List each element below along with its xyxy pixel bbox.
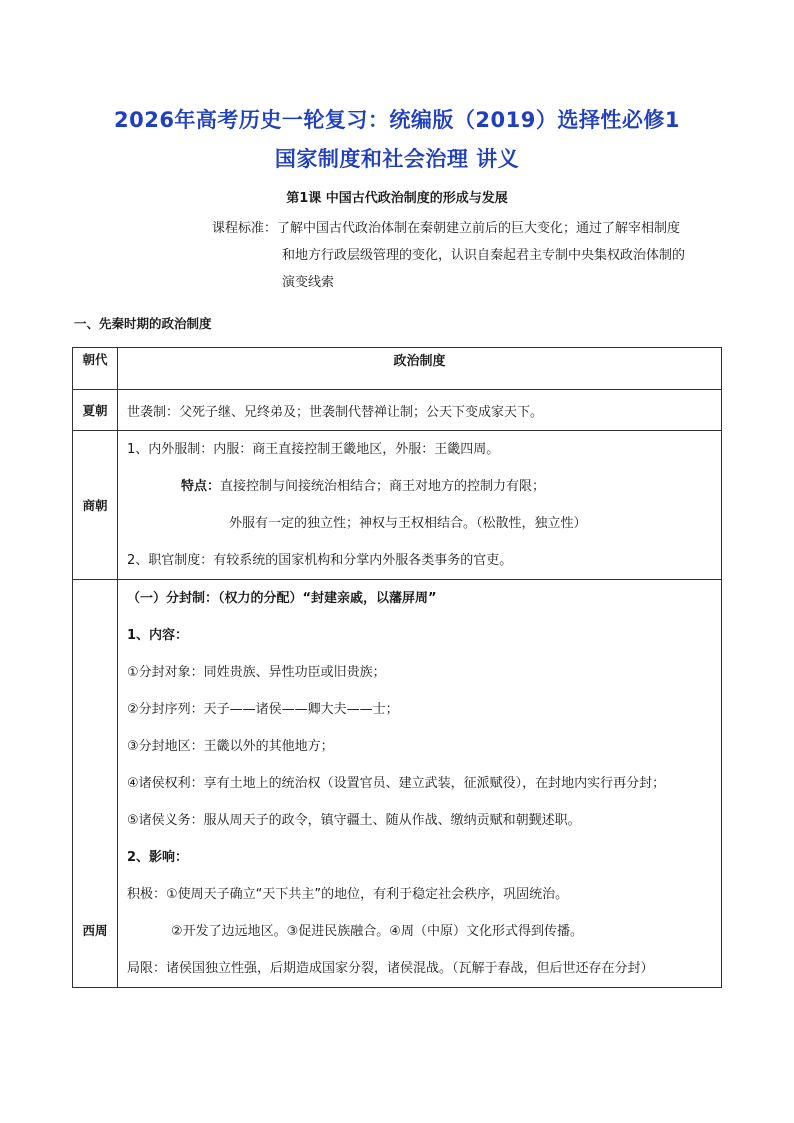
zhou-line9: 积极：①使周天子确立“天下共主”的地位，有利于稳定社会秩序，巩固统治。 [127,887,569,902]
zhou-line10: ②开发了边远地区。③促进民族融合。④周（中原）文化形式得到传播。 [171,924,583,939]
era-xia: 夏朝 [73,390,118,431]
xia-text: 世袭制：父死子继、兄终弟及；世袭制代替禅让制；公天下变成家天下。 [118,390,722,431]
zhou-line1: （一）分封制：（权力的分配）“封建亲戚，以藩屏周” [127,591,437,606]
standard-line2: 和地方行政层级管理的变化，认识自秦起君主专制中央集权政治体制的 [282,248,686,263]
course-standard [212,215,732,296]
table-header-row [73,348,722,390]
shang-line1: 1、内外服制：内服：商王直接控制王畿地区，外服：王畿四周。 [127,442,500,457]
shang-trait-text: 直接控制与间接统治相结合；商王对地方的控制力有限； [220,479,546,494]
table-row-zhou [73,580,722,988]
zhou-line5: ③分封地区：王畿以外的其他地方； [127,739,334,754]
era-shang: 商朝 [73,431,118,580]
zhou-line6: ④诸侯权利：享有土地上的统治权（设置官员、建立武装，征派赋役），在封地内实行再分封； [127,776,666,791]
header-system: 政治制度 [118,348,722,390]
shang-line3: 外服有一定的独立性；神权与王权相结合。（松散性，独立性） [229,516,587,531]
era-zhou: 西周 [73,580,118,988]
shang-content [118,431,722,580]
shang-line2 [127,468,721,505]
lesson-title: 第1课 中国古代政治制度的形成与发展 [286,191,508,206]
doc-title-line1: 2026年高考历史一轮复习：统编版（2019）选择性必修1 [113,108,680,132]
shang-line4: 2、职官制度：有较系统的国家机构和分掌内外服各类事务的官吏。 [127,553,513,568]
zhou-line8: 2、影响： [127,850,189,865]
section-title: 一、先秦时期的政治制度 [74,316,212,331]
table-row-xia [73,390,722,431]
politics-table [72,347,722,988]
doc-title-line2: 国家制度和社会治理 讲义 [274,147,520,171]
zhou-line11: 局限：诸侯国独立性强，后期造成国家分裂，诸侯混战。（瓦解于春战，但后世还存在分封） [127,961,654,976]
shang-trait-label: 特点： [181,479,221,494]
table-row-shang [73,431,722,580]
zhou-line7: ⑤诸侯义务：服从周天子的政令，镇守疆土、随从作战、缴纳贡赋和朝觐述职。 [127,813,581,828]
standard-line1: 课程标准：了解中国古代政治体制在秦朝建立前后的巨大变化；通过了解宰相制度 [212,221,681,236]
zhou-line2: 1、内容： [127,628,189,643]
header-era: 朝代 [73,348,118,390]
zhou-line4: ②分封序列：天子——诸侯——卿大夫——士； [127,702,399,717]
zhou-content [118,580,722,988]
standard-line3: 演变线索 [282,275,335,290]
zhou-line3: ①分封对象：同姓贵族、异性功臣或旧贵族； [127,665,386,680]
